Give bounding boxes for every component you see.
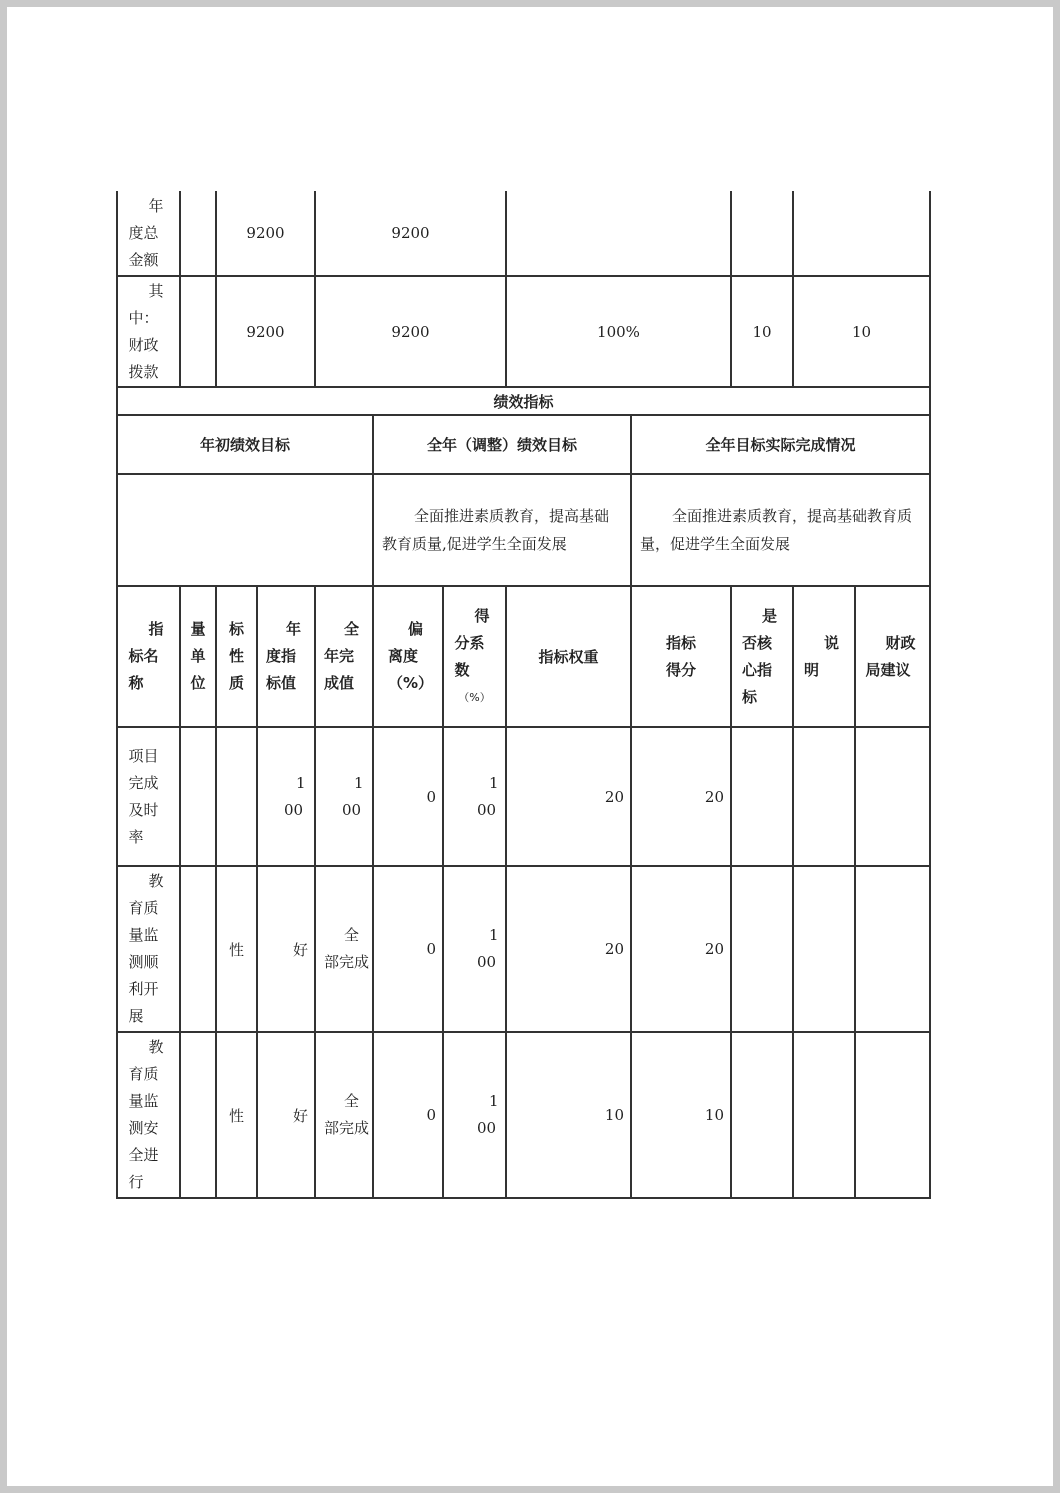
budget-cell xyxy=(216,276,315,387)
header-deviation: 偏离度（%） xyxy=(373,586,443,727)
indicator-note xyxy=(793,866,855,1032)
budget-label: 年度总金额 xyxy=(128,196,164,269)
indicator-core xyxy=(731,727,793,866)
indicator-nature xyxy=(216,727,257,866)
indicator-coefficient: 100 xyxy=(443,1032,506,1198)
indicator-target: 100 xyxy=(257,727,315,866)
adjusted-goal-text: 全面推进素质教育，提高基础教育质量,促进学生全面发展 xyxy=(373,474,631,586)
indicator-weight: 20 xyxy=(506,727,631,866)
indicator-nature: 性 xyxy=(216,866,257,1032)
budget-value: 9200 xyxy=(391,224,430,242)
indicator-advice xyxy=(855,727,930,866)
adjusted-goal-header: 全年（调整）绩效目标 xyxy=(373,415,631,474)
indicator-name: 教育质量监测安全进行 xyxy=(117,1032,180,1198)
section-title: 绩效指标 xyxy=(117,387,930,415)
budget-weight: 10 xyxy=(752,322,772,341)
indicator-advice xyxy=(855,866,930,1032)
indicator-deviation: 0 xyxy=(373,866,443,1032)
header-score: 指标得分 xyxy=(631,586,731,727)
performance-table xyxy=(116,191,931,1199)
budget-cell xyxy=(731,276,793,387)
indicator-score: 20 xyxy=(631,866,731,1032)
indicator-completed: 全部完成 xyxy=(315,1032,373,1198)
header-core: 是否核心指标 xyxy=(731,586,793,727)
actual-goal-header: 全年目标实际完成情况 xyxy=(631,415,930,474)
indicator-target: 好 xyxy=(257,1032,315,1198)
indicator-name: 项目完成及时率 xyxy=(117,727,180,866)
goal-header-row xyxy=(117,415,930,474)
budget-cell xyxy=(793,276,930,387)
indicator-note xyxy=(793,1032,855,1198)
indicator-unit xyxy=(180,727,216,866)
budget-cell xyxy=(731,191,793,276)
indicator-row xyxy=(117,866,930,1032)
budget-cell xyxy=(506,191,731,276)
budget-cell xyxy=(180,276,216,387)
budget-percent: 100% xyxy=(597,322,640,341)
budget-cell xyxy=(315,191,506,276)
header-completed: 全年完成值 xyxy=(315,586,373,727)
header-nature: 标性质 xyxy=(216,586,257,727)
budget-cell xyxy=(216,191,315,276)
header-weight: 指标权重 xyxy=(506,586,631,727)
budget-label-cell xyxy=(117,191,180,276)
indicator-advice xyxy=(855,1032,930,1198)
header-name: 指标名称 xyxy=(117,586,180,727)
section-title-row xyxy=(117,387,930,415)
indicator-score: 20 xyxy=(631,727,731,866)
indicator-target: 好 xyxy=(257,866,315,1032)
budget-row xyxy=(117,276,930,387)
indicator-nature: 性 xyxy=(216,1032,257,1198)
goal-text-row xyxy=(117,474,930,586)
indicator-deviation: 0 xyxy=(373,727,443,866)
indicator-coefficient: 100 xyxy=(443,727,506,866)
indicator-completed: 100 xyxy=(315,727,373,866)
indicator-completed: 全部完成 xyxy=(315,866,373,1032)
budget-cell xyxy=(315,276,506,387)
budget-value: 9200 xyxy=(246,224,285,242)
indicator-coefficient: 100 xyxy=(443,866,506,1032)
budget-label-cell xyxy=(117,276,180,387)
budget-label: 其中：财政拨款 xyxy=(128,281,164,381)
indicator-note xyxy=(793,727,855,866)
indicator-row xyxy=(117,1032,930,1198)
budget-value: 9200 xyxy=(391,322,430,341)
header-advice: 财政局建议 xyxy=(855,586,930,727)
indicator-core xyxy=(731,866,793,1032)
header-coefficient: 得分系数 （%） xyxy=(443,586,506,727)
budget-score: 10 xyxy=(851,322,872,341)
initial-goal-header: 年初绩效目标 xyxy=(117,415,373,474)
indicator-weight: 10 xyxy=(506,1032,631,1198)
actual-goal-text: 全面推进素质教育，提高基础教育质量，促进学生全面发展 xyxy=(631,474,930,586)
header-target: 年度指标值 xyxy=(257,586,315,727)
indicator-unit xyxy=(180,1032,216,1198)
indicator-deviation: 0 xyxy=(373,1032,443,1198)
budget-row xyxy=(117,191,930,276)
indicator-weight: 20 xyxy=(506,866,631,1032)
indicator-name: 教育质量监测顺利开展 xyxy=(117,866,180,1032)
budget-value: 9200 xyxy=(246,322,285,341)
indicator-core xyxy=(731,1032,793,1198)
indicator-header-row xyxy=(117,586,930,727)
indicator-row xyxy=(117,727,930,866)
budget-cell xyxy=(506,276,731,387)
budget-cell xyxy=(793,191,930,276)
header-unit: 量单位 xyxy=(180,586,216,727)
budget-cell xyxy=(180,191,216,276)
initial-goal-text xyxy=(117,474,373,586)
header-note: 说明 xyxy=(793,586,855,727)
indicator-score: 10 xyxy=(631,1032,731,1198)
indicator-unit xyxy=(180,866,216,1032)
